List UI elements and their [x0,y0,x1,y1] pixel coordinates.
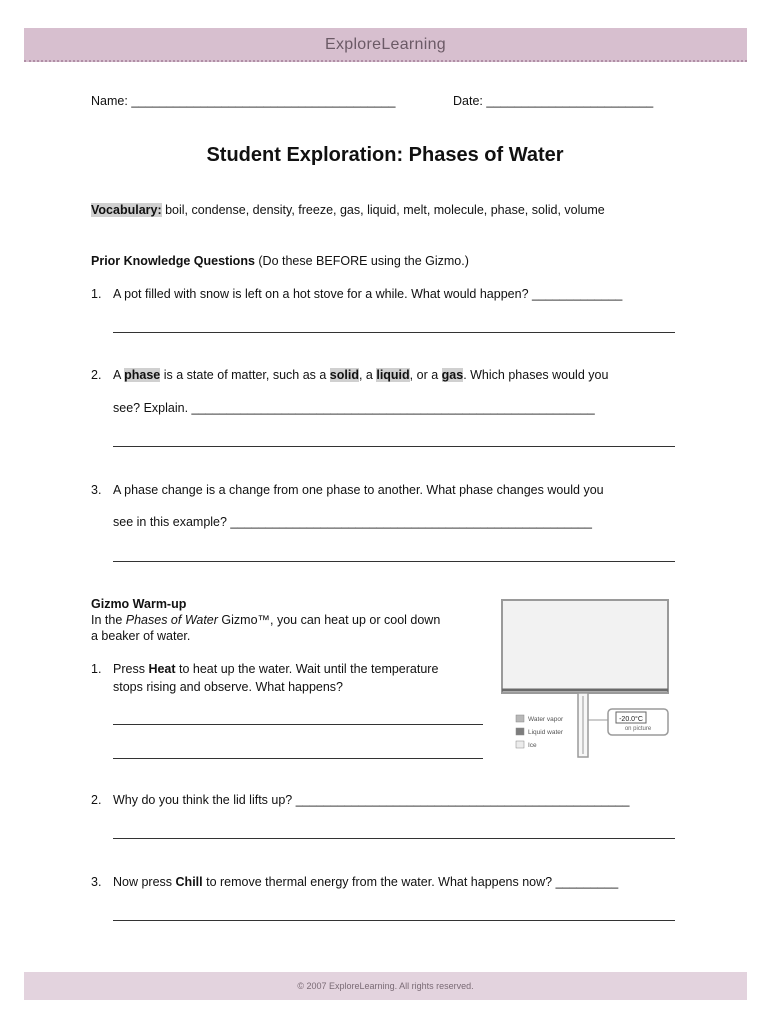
text-run: , or a [409,368,442,382]
term-gas: gas [441,368,464,382]
question-text [113,875,618,889]
copyright-text: © 2007 ExploreLearning. All rights reserved. [297,981,474,991]
text-run: to remove thermal energy from the water. What happens now? _________ [202,875,619,889]
text-run: Now press [113,875,176,889]
text-run: to heat up the water. Wait until the temperature [175,662,439,676]
brand-logo: ExploreLearning [324,36,447,53]
question-number: 2. [91,793,102,807]
text-run: . Which phases would you [463,368,609,382]
question-text [113,662,438,676]
question-text-line2: stops rising and observe. What happens? [113,680,343,694]
text-run: is a state of matter, such as a [160,368,330,382]
vocabulary-label: Vocabulary: [91,203,162,217]
prior-question-2 [91,368,609,382]
question-number: 2. [91,368,102,382]
answer-line[interactable] [113,561,675,562]
prior-question-1 [91,287,623,301]
legend-swatch-ice [516,741,524,748]
prior-heading: Prior Knowledge Questions [91,254,255,268]
text-run: , a [358,368,377,382]
warmup-question-3 [91,875,619,889]
answer-line[interactable] [113,332,675,333]
term-phase: phase [124,368,161,382]
gizmo-name: Phases of Water [125,613,218,627]
question-number: 1. [91,287,102,301]
temperature-sub: on picture [624,726,652,732]
legend-swatch-liquid [516,728,524,735]
beaker [502,600,668,693]
question-text-line2: see in this example? ____________________________________________________ [113,515,592,529]
vocabulary-terms: boil, condense, density, freeze, gas, liquid, melt, molecule, phase, solid, volume [161,203,605,217]
header-band [24,28,747,62]
footer-band [24,972,747,1000]
answer-line[interactable] [113,838,675,839]
prior-question-3 [91,483,604,497]
legend-label: Liquid water [528,729,564,736]
chill-term: Chill [175,875,203,889]
warmup-heading: Gizmo Warm-up [91,597,187,611]
warmup-intro-line2: a beaker of water. [91,629,191,643]
question-number: 3. [91,483,102,497]
question-text [113,368,608,382]
text-run: Press [113,662,149,676]
term-solid: solid [329,368,359,382]
heat-term: Heat [148,662,176,676]
date-label: Date: [453,94,483,108]
date-field [453,94,653,108]
warmup-intro [91,613,440,627]
prior-note: (Do these BEFORE using the Gizmo.) [254,254,469,268]
legend-swatch-vapor [516,715,524,722]
warmup-question-1 [91,662,439,676]
legend-label: Ice [528,742,537,749]
term-liquid: liquid [376,368,410,382]
answer-line[interactable] [113,920,675,921]
text-run: In the [91,613,126,627]
prior-knowledge-heading [91,254,469,268]
question-text: Why do you think the lid lifts up? ________________________________________________ [113,793,630,807]
answer-line[interactable] [113,758,483,759]
legend-label: Water vapor [528,716,564,723]
page-title: Student Exploration: Phases of Water [206,144,564,166]
date-blank[interactable]: ________________________ [486,94,654,108]
text-run: A [113,368,125,382]
name-label: Name: [91,94,128,108]
question-text: A pot filled with snow is left on a hot stove for a while. What would happen? _____________ [113,287,623,301]
warmup-question-2 [91,793,630,807]
question-number: 3. [91,875,102,889]
name-field [91,94,396,108]
beaker-illustration [498,598,672,760]
question-text: A phase change is a change from one phase to another. What phase changes would you [113,483,604,497]
question-number: 1. [91,662,102,676]
vocabulary-line [91,203,605,217]
answer-line[interactable] [113,446,675,447]
name-blank[interactable]: ______________________________________ [131,94,396,108]
temperature-value: -20.0°C [619,716,643,723]
answer-line[interactable] [113,724,483,725]
text-run: Gizmo™, you can heat up or cool down [217,613,441,627]
question-text-line2: see? Explain. __________________________________________________________ [113,401,595,415]
gizmo-beaker-figure [498,598,672,760]
